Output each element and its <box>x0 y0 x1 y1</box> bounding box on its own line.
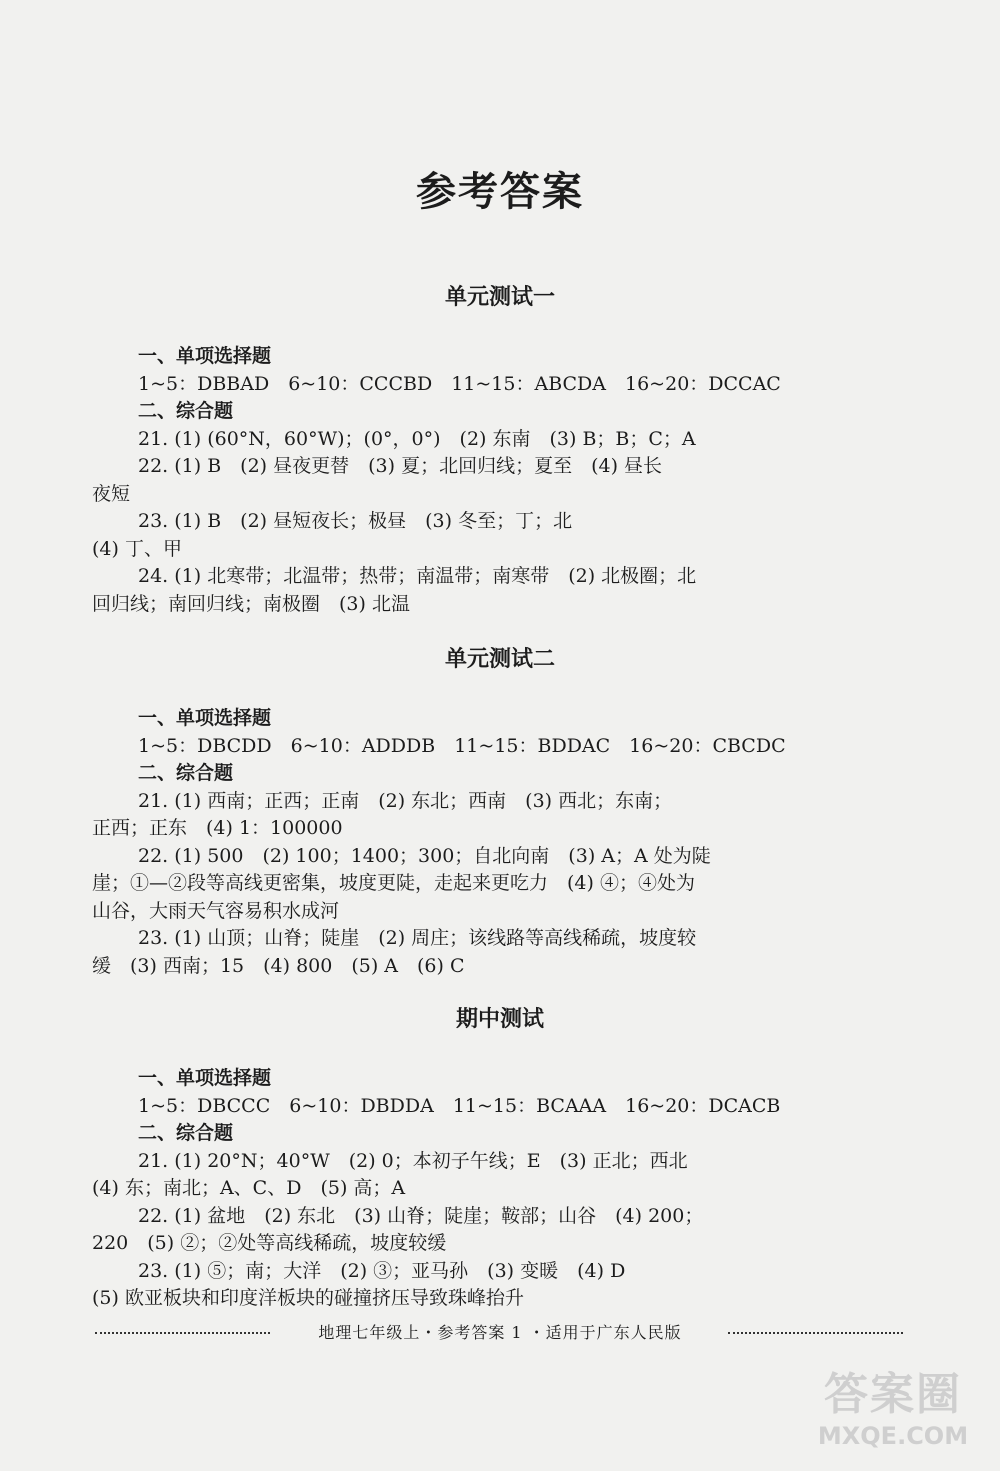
answer-line: 1~5：DBCCC 6~10：DBDDA 11~15：BCAAA 16~20：DCACB <box>138 1094 781 1117</box>
answer-line: 23. (1) B (2) 昼短夜长；极昼 (3) 冬至；丁；北 <box>138 510 573 532</box>
page-title: 参考答案 <box>416 169 584 215</box>
answer-line: 1~5：DBBAD 6~10：CCCBD 11~15：ABCDA 16~20：DCCAC <box>138 372 781 395</box>
question-type-heading: 一、单项选择题 <box>138 1067 272 1089</box>
answer-line: (4) 东；南北；A、C、D (5) 高；A <box>92 1177 406 1199</box>
answer-line: 22. (1) 500 (2) 100；1400；300；自北向南 (3) A；A 处为陡 <box>138 844 711 867</box>
answer-line: 1~5：DBCDD 6~10：ADDDB 11~15：BDDAC 16~20：CBCDC <box>138 734 786 757</box>
answer-line: (5) 欧亚板块和印度洋板块的碰撞挤压导致珠峰抬升 <box>92 1287 524 1309</box>
footer-rule-right <box>728 1332 903 1334</box>
watermark <box>808 1369 978 1459</box>
watermark-url: MXQE.COM <box>817 1422 969 1450</box>
answer-line: 夜短 <box>92 482 131 505</box>
answer-line: 正西；正东 (4) 1：100000 <box>92 817 343 839</box>
question-type-heading: 二、综合题 <box>138 400 234 422</box>
section-title: 单元测试二 <box>444 647 555 672</box>
answer-line: 220 (5) ②；②处等高线稀疏，坡度较缓 <box>92 1232 447 1254</box>
answer-line: 山谷，大雨天气容易积水成河 <box>92 899 340 922</box>
answer-line: 23. (1) 山顶；山脊；陡崖 (2) 周庄；该线路等高线稀疏，坡度较 <box>138 927 697 949</box>
answer-line: 崖；①—②段等高线更密集，坡度更陡，走起来更吃力 (4) ④；④处为 <box>92 872 695 894</box>
page-footer: 地理七年级上・参考答案 1 ・适用于广东人民版 <box>318 1323 682 1342</box>
section-title: 单元测试一 <box>444 285 555 310</box>
watermark-logo: 答案圈 <box>824 1369 962 1420</box>
answer-line: 24. (1) 北寒带；北温带；热带；南温带；南寒带 (2) 北极圈；北 <box>138 565 697 587</box>
answer-line: 缓 (3) 西南；15 (4) 800 (5) A (6) C <box>92 954 465 977</box>
answer-line: 22. (1) B (2) 昼夜更替 (3) 夏；北回归线；夏至 (4) 昼长 <box>138 455 663 477</box>
question-type-heading: 二、综合题 <box>138 1122 234 1144</box>
answer-line: 21. (1) (60°N，60°W)；(0°，0°) (2) 东南 (3) B；B；C；A <box>138 427 696 450</box>
question-type-heading: 一、单项选择题 <box>138 345 272 367</box>
question-type-heading: 一、单项选择题 <box>138 707 272 729</box>
answer-line: 21. (1) 西南；正西；正南 (2) 东北；西南 (3) 西北；东南； <box>138 789 673 812</box>
answer-line: 回归线；南回归线；南极圈 (3) 北温 <box>92 592 410 615</box>
answer-line: 23. (1) ⑤；南；大洋 (2) ③；亚马孙 (3) 变暖 (4) D <box>138 1259 626 1282</box>
answer-line: 21. (1) 20°N；40°W (2) 0；本初子午线；E (3) 正北；西北 <box>138 1149 688 1172</box>
section-title: 期中测试 <box>455 1007 544 1032</box>
answer-line: (4) 丁、甲 <box>92 537 182 560</box>
answer-line: 22. (1) 盆地 (2) 东北 (3) 山脊；陡崖；鞍部；山谷 (4) 200； <box>138 1204 704 1227</box>
question-type-heading: 二、综合题 <box>138 762 234 784</box>
